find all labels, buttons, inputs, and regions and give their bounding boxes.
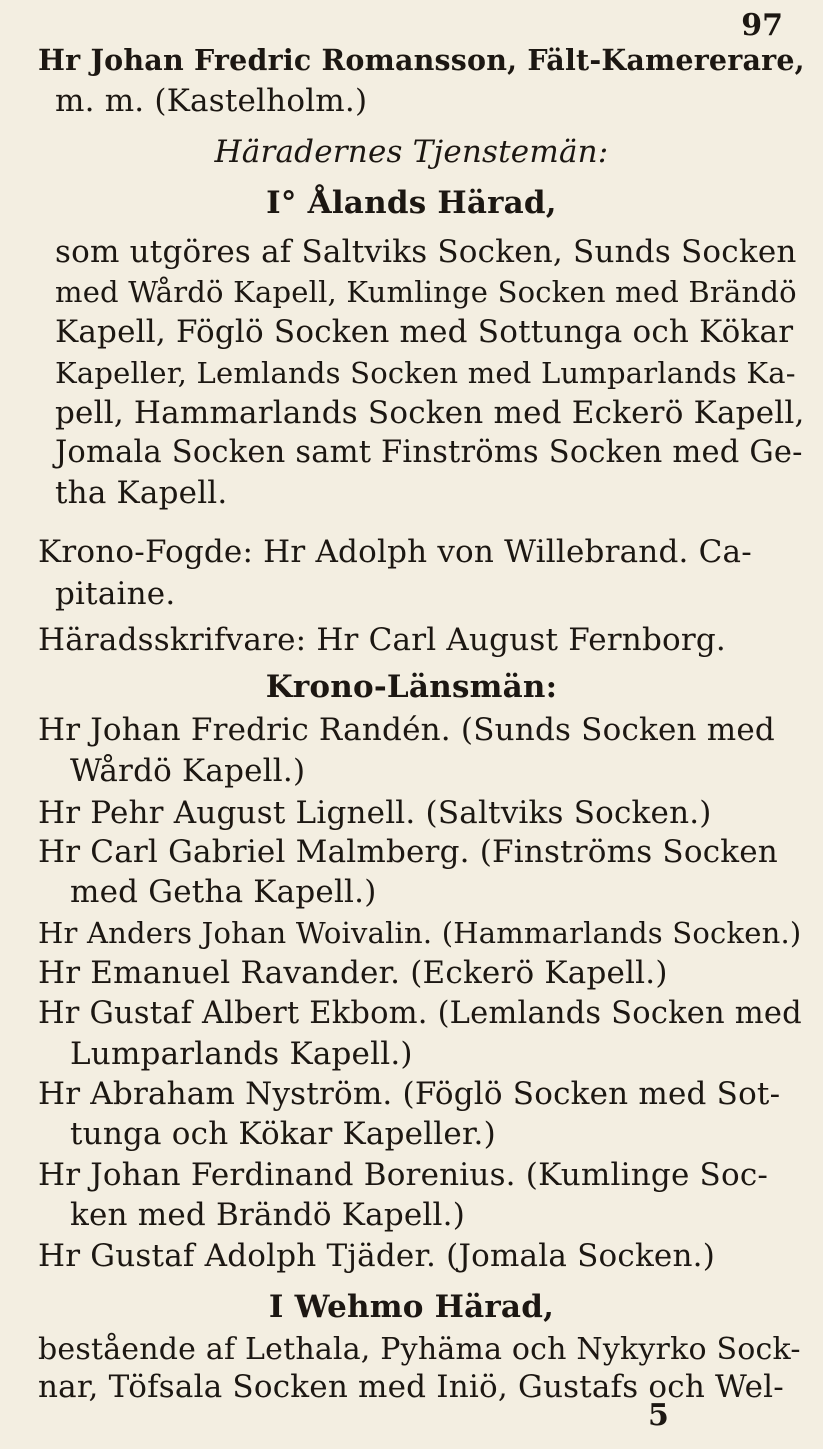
text-line: Kapeller, Lemlands Socken med Lumparlands Ka- (55, 356, 796, 390)
subsection-heading: Krono-Länsmän: (265, 669, 558, 705)
text-line: Hr Carl Gabriel Malmberg. (Finströms Socken (38, 834, 778, 870)
text-line: Hr Anders Johan Woivalin. (Hammarlands Socken.) (38, 916, 802, 950)
text-line: pell, Hammarlands Socken med Eckerö Kapell, (55, 395, 805, 431)
text-line: med Wårdö Kapell, Kumlinge Socken med Brändö (55, 275, 797, 309)
district-heading: I Wehmo Härad, (268, 1289, 555, 1325)
text-line: bestående af Lethala, Pyhäma och Nykyrko Sock- (38, 1332, 801, 1367)
text-line: som utgöres af Saltviks Socken, Sunds Socken (55, 234, 797, 270)
text-line: tha Kapell. (55, 475, 228, 511)
text-line: nar, Töfsala Socken med Iniö, Gustafs och Wel- (38, 1369, 784, 1405)
text-line: m. m. (Kastelholm.) (55, 83, 368, 119)
text-line: Hr Johan Fredric Romansson, Fält-Kamererare, (38, 43, 805, 77)
text-line: Lumparlands Kapell.) (70, 1036, 413, 1072)
text-line: Hr Emanuel Ravander. (Eckerö Kapell.) (38, 955, 668, 991)
text-line: Kapell, Föglö Socken med Sottunga och Kökar (55, 314, 794, 350)
district-heading: I° Ålands Härad, (266, 185, 557, 221)
text-line: ken med Brändö Kapell.) (70, 1197, 466, 1233)
signature-mark: 5 (648, 1398, 669, 1433)
text-line: Hr Abraham Nyström. (Föglö Socken med Sot- (38, 1076, 781, 1112)
page-number: 97 (741, 8, 783, 43)
text-line: Hr Johan Fredric Randén. (Sunds Socken med (38, 712, 775, 748)
text-line: Wårdö Kapell.) (70, 753, 306, 789)
text-line: med Getha Kapell.) (70, 874, 377, 910)
text-line: Krono-Fogde: Hr Adolph von Willebrand. Ca- (38, 534, 752, 570)
text-line: Hr Gustaf Albert Ekbom. (Lemlands Socken med (38, 996, 802, 1031)
section-heading: Häradernes Tjenstemän: (214, 134, 609, 170)
text-line: Hr Gustaf Adolph Tjäder. (Jomala Socken.) (38, 1238, 715, 1274)
text-line: Häradsskrifvare: Hr Carl August Fernborg. (38, 622, 726, 658)
text-line: Jomala Socken samt Finströms Socken med Ge- (55, 435, 803, 470)
text-line: pitaine. (55, 576, 176, 612)
text-line: tunga och Kökar Kapeller.) (70, 1116, 496, 1152)
text-line: Hr Johan Ferdinand Borenius. (Kumlinge Soc- (38, 1157, 769, 1193)
text-line: Hr Pehr August Lignell. (Saltviks Socken.) (38, 795, 712, 831)
